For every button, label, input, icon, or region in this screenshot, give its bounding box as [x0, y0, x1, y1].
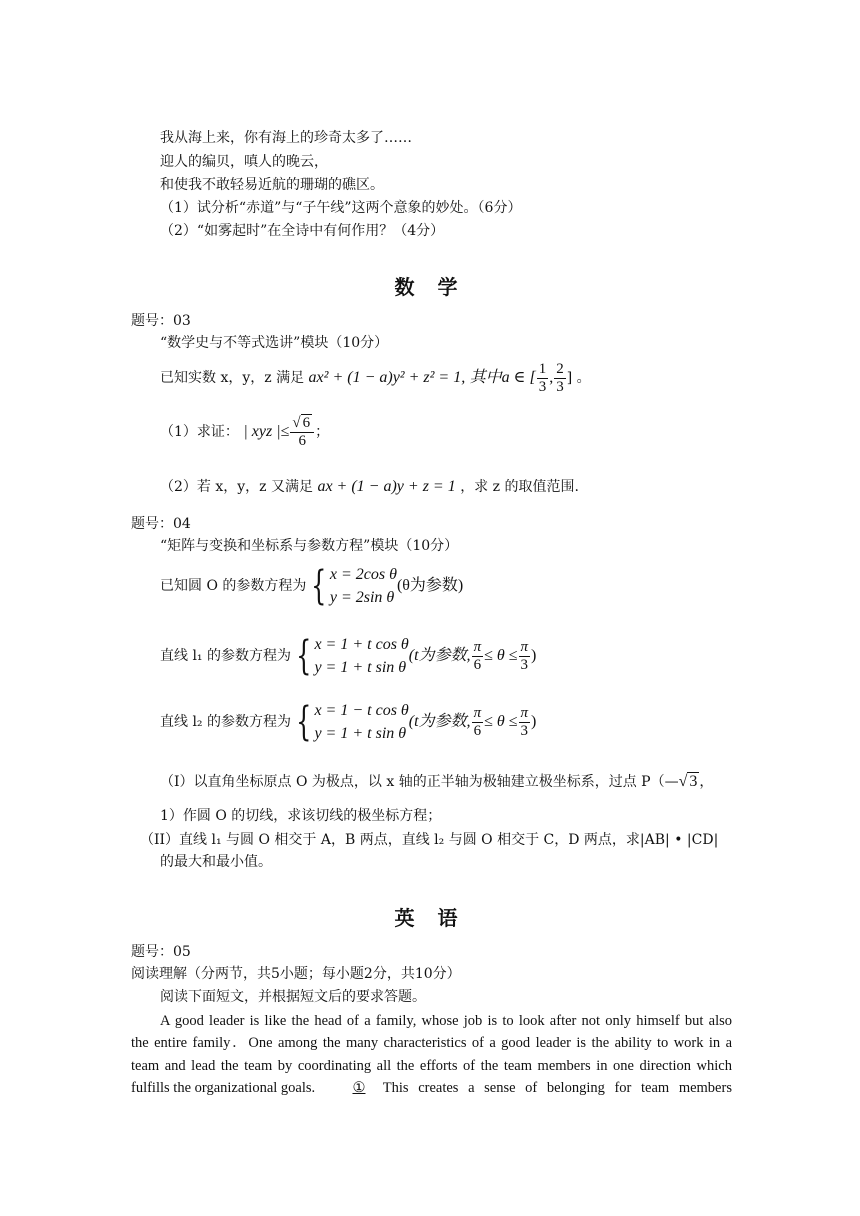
fraction: $\frac{\pi}{6}$	[473, 704, 482, 739]
part-1: （1）求证： | xyz |≤ $\frac{√ 6}{6}$ ；	[160, 414, 330, 449]
line2-equation: 直线 l₂ 的参数方程为 { x = 1 − t cos θ y = 1 + t sin θ (t为参数, $\frac{\pi}{6}$ ≤ θ ≤ $\frac{\pi}{3}$ )	[160, 699, 537, 745]
section-instruction: 阅读理解（分两节，共5小题；每小题2分，共10分）	[131, 966, 461, 982]
fraction: $\frac{\pi}{3}$	[520, 704, 529, 739]
poem-question: （2）“如雾起时”在全诗中有何作用？（4分）	[160, 223, 445, 239]
brace-icon: {	[296, 699, 312, 745]
equation-system: x = 1 + t cos θ y = 1 + t sin θ	[314, 636, 409, 676]
reading-instruction: 阅读下面短文，并根据短文后的要求答题。	[160, 989, 426, 1005]
question-number: 题号：03	[131, 313, 191, 329]
answer-blank[interactable]: ①	[352, 1080, 366, 1096]
question-number: 题号：05	[131, 944, 191, 960]
fraction: $\frac{\pi}{3}$	[520, 638, 529, 673]
equation-system: x = 2cos θ y = 2sin θ	[329, 566, 397, 606]
passage-line: the entire family．One among the many characteristics of a good leader is the ability to work in a	[131, 1035, 732, 1051]
poem-line: 我从海上来，你有海上的珍奇太多了……	[160, 130, 412, 146]
part-i: （I）以直角坐标原点 O 为极点，以 x 轴的正半轴为极轴建立极坐标系，过点 P（—√ 3 ，	[160, 773, 714, 790]
section-title-english: 英 语	[394, 906, 466, 930]
part-ii: （II）直线 l₁ 与圆 O 相交于 A，B 两点，直线 l₂ 与圆 O 相交于 C，D 两点，求|AB| • |CD|	[140, 832, 719, 848]
fraction: $\frac{√ 6}{6}$	[290, 415, 314, 450]
given-prefix: 已知实数 x，y，z 满足	[160, 370, 305, 386]
given-condition: 已知实数 x，y，z 满足 ax² + (1 − a)y² + z² = 1, 其中a ∈ [ $\frac{1}{3}$ , $\frac{2}{3}$ ] 。	[160, 360, 591, 395]
given-equation: ax² + (1 − a)y² + z² = 1,	[308, 369, 466, 386]
part-i-cont: 1）作圆 O 的切线，求该切线的极坐标方程；	[160, 808, 442, 824]
brace-icon: {	[311, 563, 327, 609]
fraction: $\frac{1}{3}$	[538, 360, 547, 395]
part-ii-cont: 的最大和最小值。	[160, 854, 272, 870]
part-label: （2）若 x，y，z 又满足	[160, 479, 313, 495]
fraction: $\frac{2}{3}$	[556, 360, 564, 395]
part-label: （1）求证：	[160, 424, 239, 440]
poem-line: 和使我不敢轻易近航的珊瑚的礁区。	[160, 177, 384, 193]
circle-equation: 已知圆 O 的参数方程为 { x = 2cos θ y = 2sin θ (θ为参数)	[160, 563, 464, 609]
passage-line: fulfills the organizational goals. ① This creates a sense of belonging for team members	[131, 1080, 732, 1096]
given-end: ] 。	[566, 370, 591, 386]
poem-question: （1）试分析“赤道”与“子午线”这两个意象的妙处。（6分）	[160, 200, 522, 216]
module-title: “数学史与不等式选讲”模块（10分）	[160, 335, 389, 351]
passage-line: team and lead the team by coordinating all the efforts of the team members in one direction which	[131, 1058, 732, 1074]
given-range: 其中a ∈ [	[469, 369, 536, 386]
poem-line: 迎人的编贝，嗔人的晚云，	[160, 154, 328, 170]
passage-line: A good leader is like the head of a family, whose job is to look after not only himself but also	[160, 1013, 732, 1029]
module-title: “矩阵与变换和坐标系与参数方程”模块（10分）	[160, 538, 459, 554]
part-2: （2）若 x，y，z 又满足 ax + (1 − a)y + z = 1 ，求 z 的取值范围.	[160, 478, 579, 495]
equation: ax + (1 − a)y + z = 1	[317, 478, 456, 495]
inequality: | xyz |≤	[243, 423, 290, 440]
section-title-math: 数 学	[394, 275, 466, 299]
fraction: $\frac{\pi}{6}$	[473, 638, 482, 673]
brace-icon: {	[296, 633, 312, 679]
line1-equation: 直线 l₁ 的参数方程为 { x = 1 + t cos θ y = 1 + t sin θ (t为参数, $\frac{\pi}{6}$ ≤ θ ≤ $\frac{\pi}{3}$ )	[160, 633, 537, 679]
equation-system: x = 1 − t cos θ y = 1 + t sin θ	[314, 702, 409, 742]
question-number: 题号：04	[131, 516, 191, 532]
